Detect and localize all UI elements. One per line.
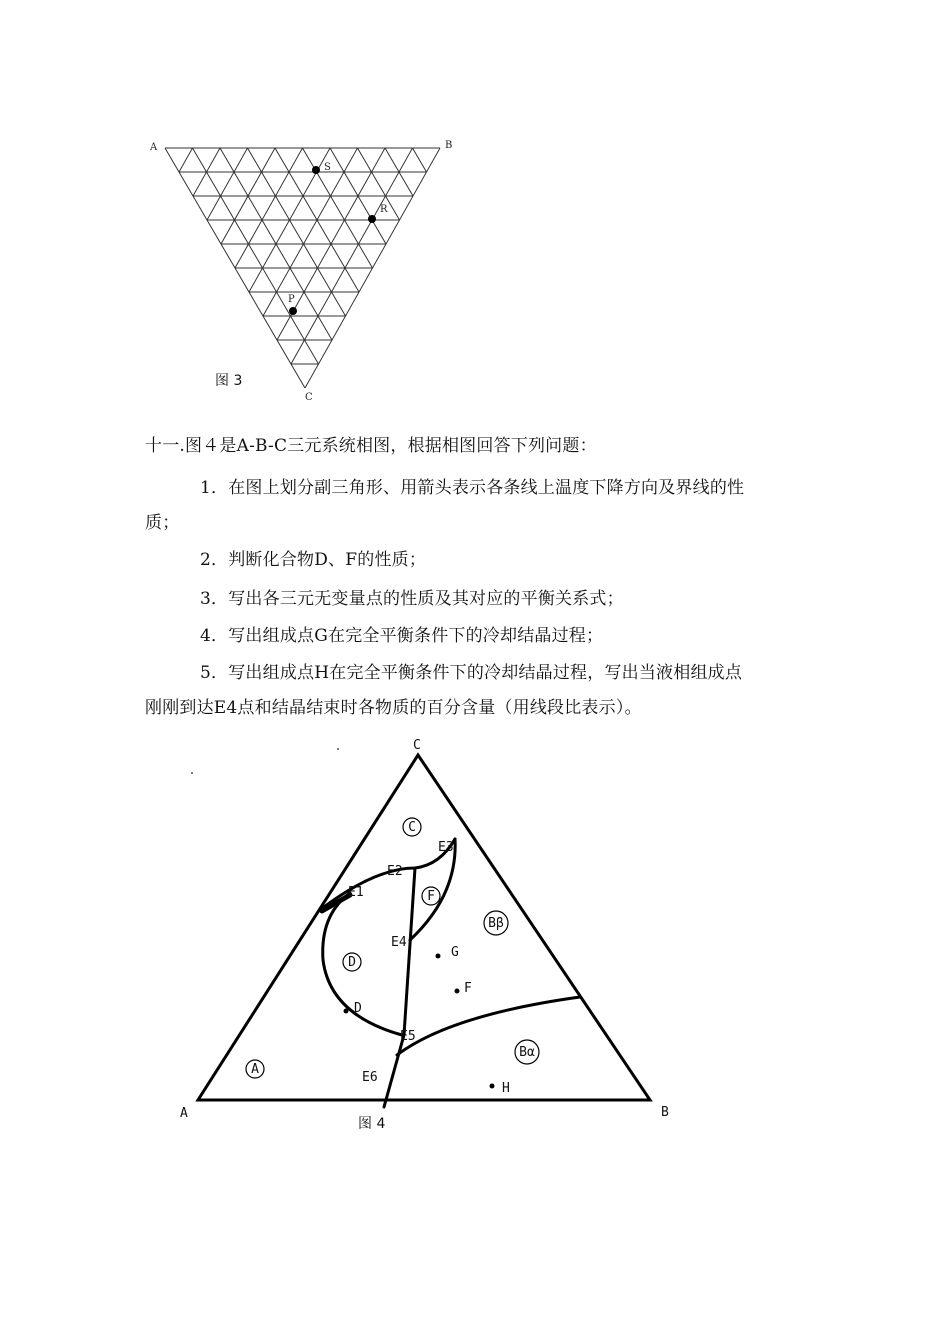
point-g-marker xyxy=(436,954,441,959)
boundary-e1-e5 xyxy=(323,893,402,1035)
eutectic-label-e5: E5 xyxy=(400,1029,416,1044)
point-f-label: F xyxy=(464,981,472,996)
grid-line xyxy=(193,148,319,364)
eutectic-label-e6: E6 xyxy=(362,1070,378,1085)
question-item-5: 5．写出组成点H在完全平衡条件下的冷却结晶过程，写出当液相组成点 xyxy=(200,663,743,683)
vertex-label-c: C xyxy=(305,392,313,403)
question-item-1: 1．在图上划分副三角形、用箭头表示各条线上温度下降方向及界线的性 xyxy=(200,478,745,498)
boundary-e5-b xyxy=(397,997,580,1055)
question-title: 十一.图４是A-B-C三元系统相图，根据相图回答下列问题： xyxy=(145,436,597,456)
vertex-label-a: A xyxy=(180,1106,188,1121)
field-f-label: F xyxy=(427,889,435,904)
vertex-label-a: A xyxy=(150,142,158,153)
field-c-label: C xyxy=(408,820,416,835)
eutectic-label-e1: E1 xyxy=(348,885,364,900)
question-item-1-cont: 质； xyxy=(145,513,180,533)
eutectic-label-e4: E4 xyxy=(391,935,407,950)
point-h-marker xyxy=(490,1084,495,1089)
grid-line xyxy=(248,148,346,316)
field-bbeta-label: Bβ xyxy=(488,916,504,931)
field-a-label: A xyxy=(251,1062,259,1077)
point-s-marker xyxy=(312,166,320,174)
question-item-4: 4．写出组成点G在完全平衡条件下的冷却结晶过程； xyxy=(200,626,604,646)
point-p-marker xyxy=(289,307,297,315)
point-d-marker xyxy=(344,1009,349,1014)
point-r-marker xyxy=(368,215,376,223)
vertex-label-c: C xyxy=(413,738,421,753)
question-item-2: 2．判断化合物D、F的性质； xyxy=(200,550,427,570)
triangle-grid xyxy=(165,148,440,388)
grid-line xyxy=(303,148,373,268)
field-d-label: D xyxy=(348,955,356,970)
figure-4-caption: 图 4 xyxy=(358,1116,386,1132)
point-p-label: P xyxy=(288,294,295,305)
vertex-label-b: B xyxy=(445,140,453,151)
point-g-label: G xyxy=(451,945,459,960)
figure-3-ternary-grid xyxy=(140,130,460,410)
point-h-label: H xyxy=(502,1081,510,1096)
grid-line xyxy=(263,148,358,316)
grid-line xyxy=(235,148,303,268)
eutectic-label-e3: E3 xyxy=(438,840,454,855)
vertex-label-b: B xyxy=(661,1105,669,1120)
boundary-e2-e6 xyxy=(384,868,415,1107)
point-f-marker xyxy=(455,989,460,994)
point-d-label: D xyxy=(354,1001,362,1016)
field-balpha-label: Bα xyxy=(519,1045,535,1060)
grid-line xyxy=(291,148,413,364)
figure-4-phase-diagram xyxy=(170,735,690,1135)
point-r-label: R xyxy=(380,204,388,215)
question-item-3: 3．写出各三元无变量点的性质及其对应的平衡关系式； xyxy=(200,589,624,609)
figure-3-caption: 图 3 xyxy=(215,373,243,389)
grid-line xyxy=(179,148,193,172)
eutectic-label-e2: E2 xyxy=(387,864,403,879)
grid-line xyxy=(413,148,427,172)
point-s-label: S xyxy=(324,162,331,173)
question-item-5-cont: 刚刚到达E4点和结晶结束时各物质的百分含量（用线段比表示）。 xyxy=(145,698,642,718)
